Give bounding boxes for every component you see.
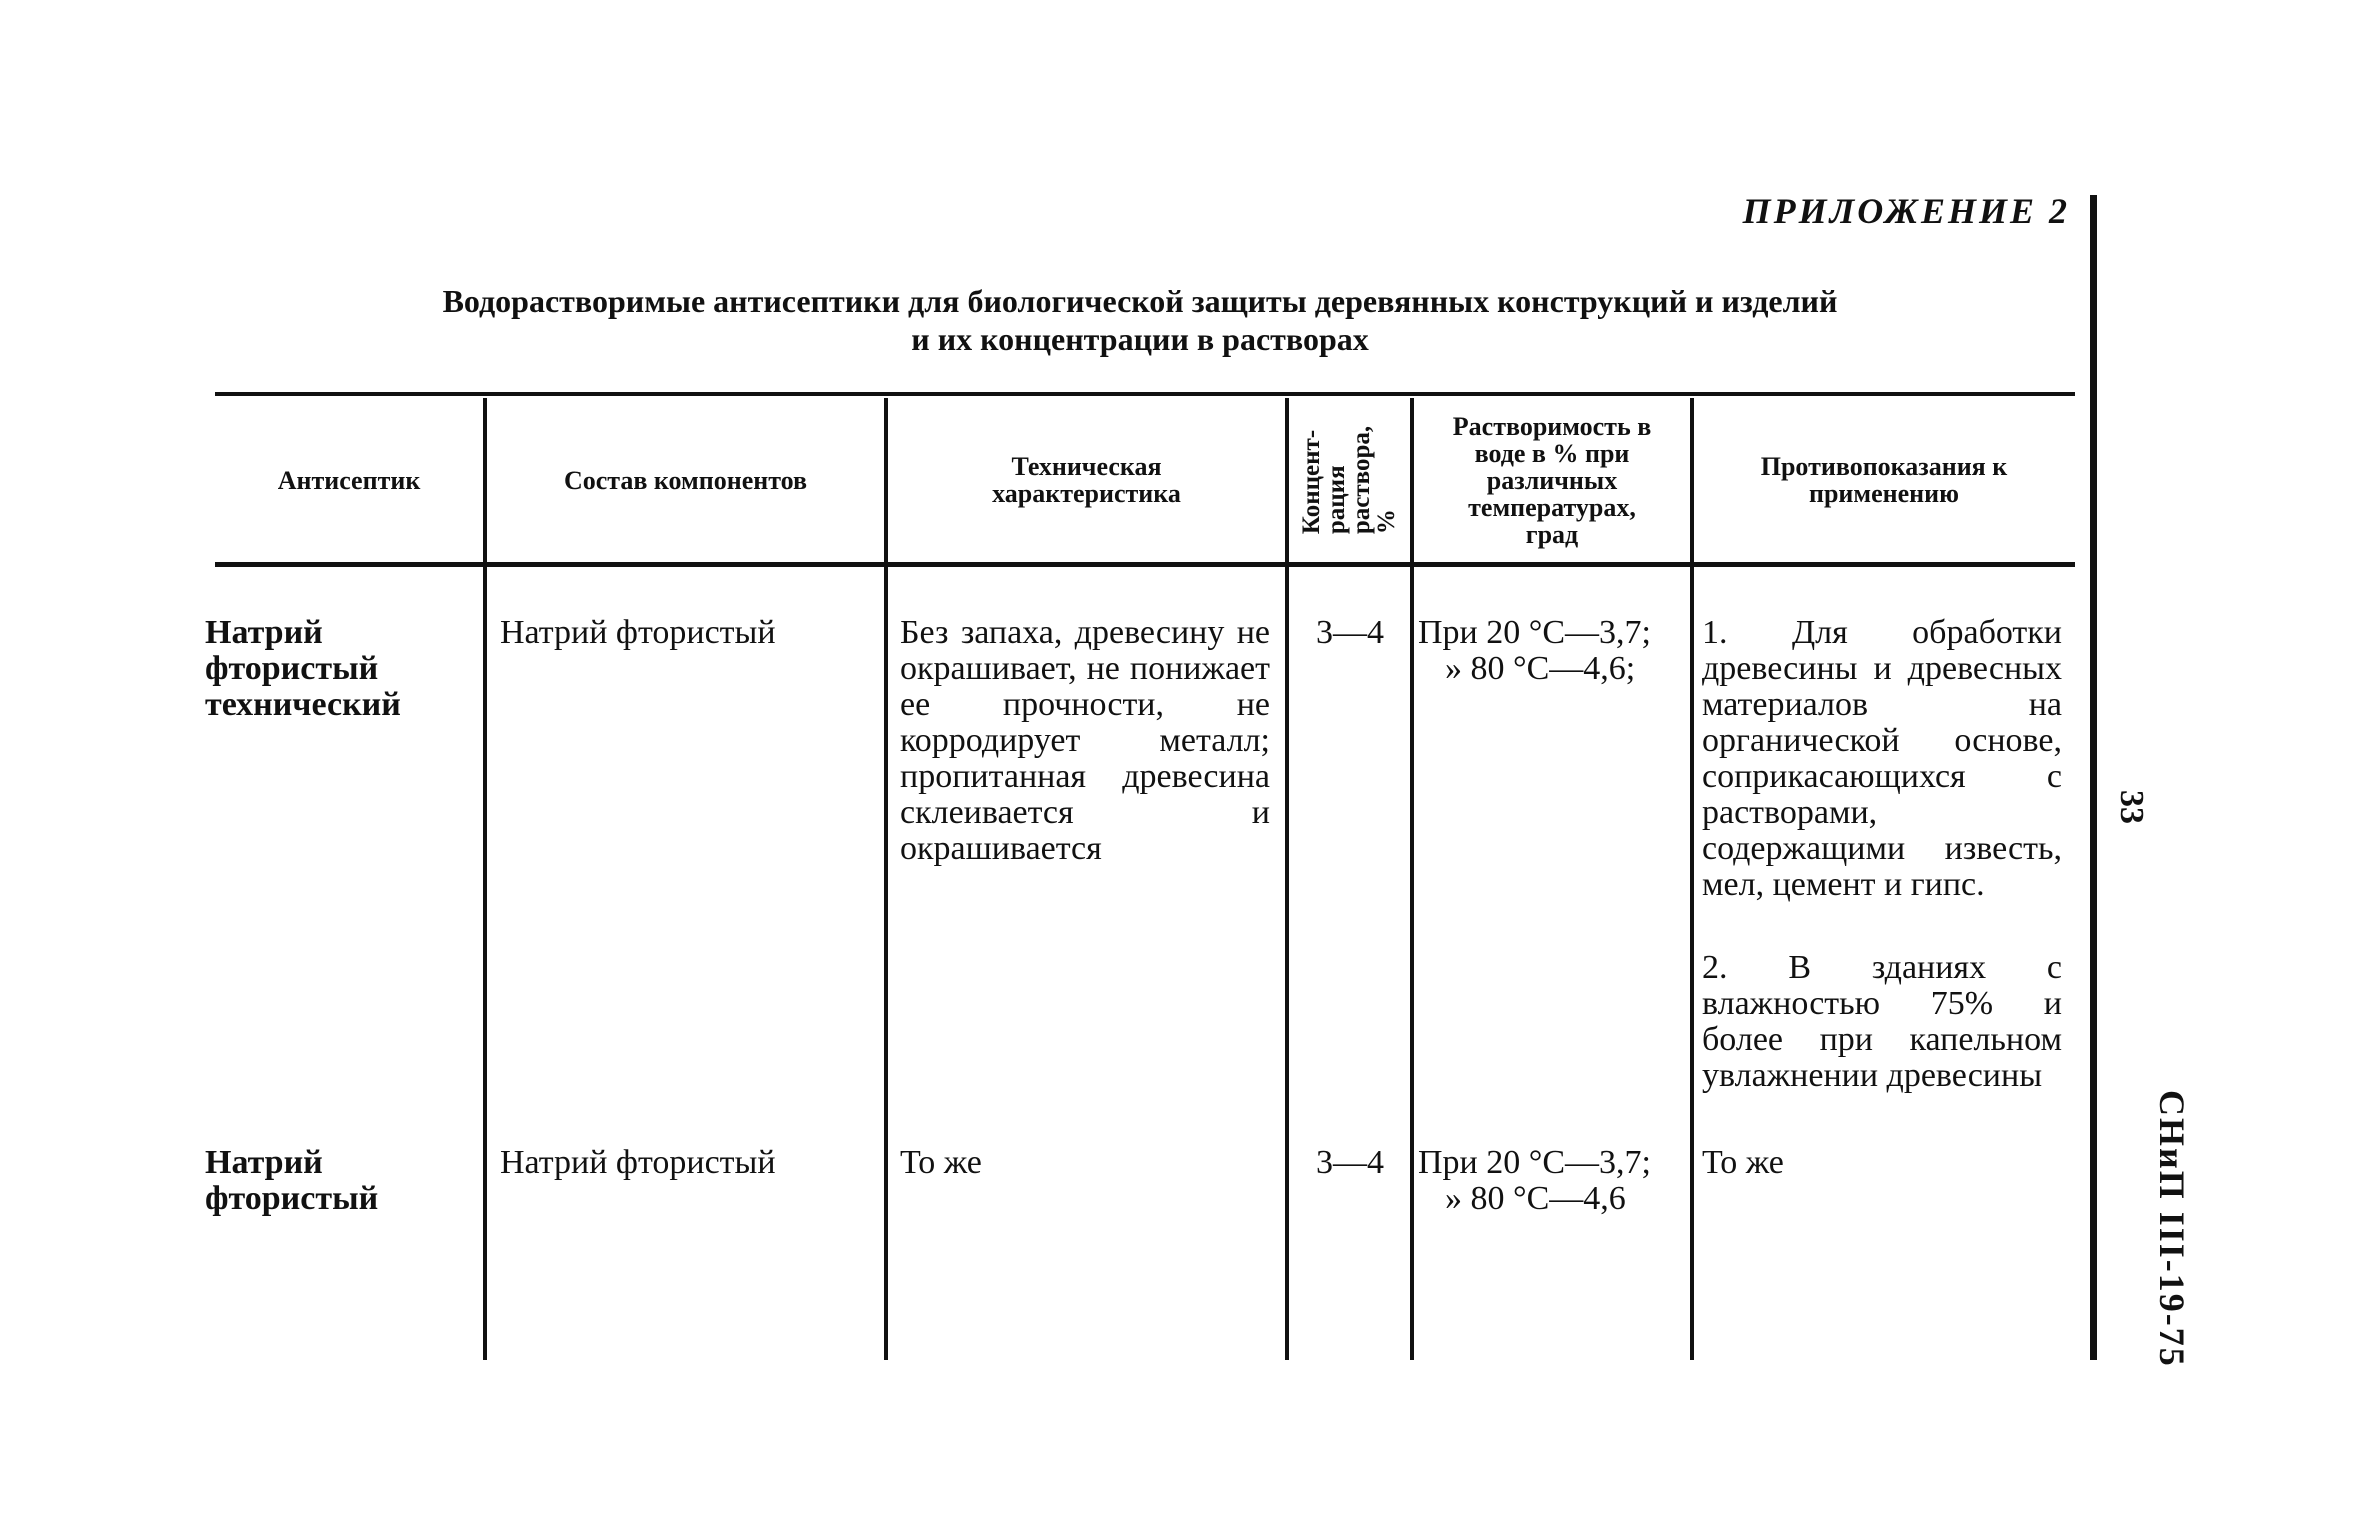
row1-antiseptic: Натрий фтористый технический [205, 614, 401, 723]
row2-solubility-1: При 20 °С—3,7; [1418, 1144, 1651, 1181]
row2-tech: То же [900, 1144, 982, 1181]
title-line-2: и их концентрации в растворах [911, 321, 1369, 357]
page-number: 33 [2113, 790, 2150, 824]
row2-antiseptic: Натрий фтористый [205, 1144, 379, 1217]
row2-concentration: 3—4 [1316, 1144, 1384, 1181]
header-top-rule [215, 392, 2075, 396]
row1-concentration: 3—4 [1316, 614, 1384, 651]
row1-composition: Натрий фтористый [500, 614, 776, 651]
row1-tech: Без запаха, древесину не окрашивает, не понижает ее прочности, не корродирует металл; пропитанная древесина склеивается и окрашивается [900, 614, 1270, 867]
header-concentration [1289, 398, 1410, 562]
header-solubility: Растворимость в воде в % при различных температурах, град [1452, 411, 1652, 549]
row1-solubility-1: При 20 °С—3,7; [1418, 614, 1651, 651]
header-composition: Состав компонентов [563, 465, 808, 495]
table-title [240, 282, 2040, 358]
header-contra-text: Противопоказания к применению [1760, 452, 2008, 508]
right-margin-bar [2090, 195, 2097, 1360]
header-antiseptic: Антисептик [277, 465, 421, 495]
row1-contra-2: 2. В зданиях с влажностью 75% и более при капельном увлажнении древесины [1702, 949, 2062, 1094]
header-contra [1694, 398, 2074, 562]
row2-contra: То же [1702, 1144, 1784, 1181]
row1-solubility-2: » 80 °С—4,6; [1445, 650, 1636, 687]
title-line-1: Водорастворимые антисептики для биологической защиты деревянных конструкций и изделий [442, 283, 1838, 319]
row2-composition: Натрий фтористый [500, 1144, 776, 1181]
appendix-label: ПРИЛОЖЕНИЕ 2 [1742, 191, 2070, 231]
row2-solubility-2: » 80 °С—4,6 [1445, 1180, 1626, 1217]
header-tech [888, 398, 1285, 562]
header-tech-text: Техническая характеристика [992, 452, 1181, 508]
document-code: СНиП III-19-75 [2152, 1090, 2192, 1368]
header-concentration-text: Концент- рация раствора, % [1298, 425, 1401, 535]
header-bottom-rule [215, 562, 2075, 567]
row1-contra-1: 1. Для обработки древесины и древесных материалов на органической основе, соприкасающихся с растворами, содержащими известь, мел, цемент и гипс. [1702, 614, 2062, 903]
